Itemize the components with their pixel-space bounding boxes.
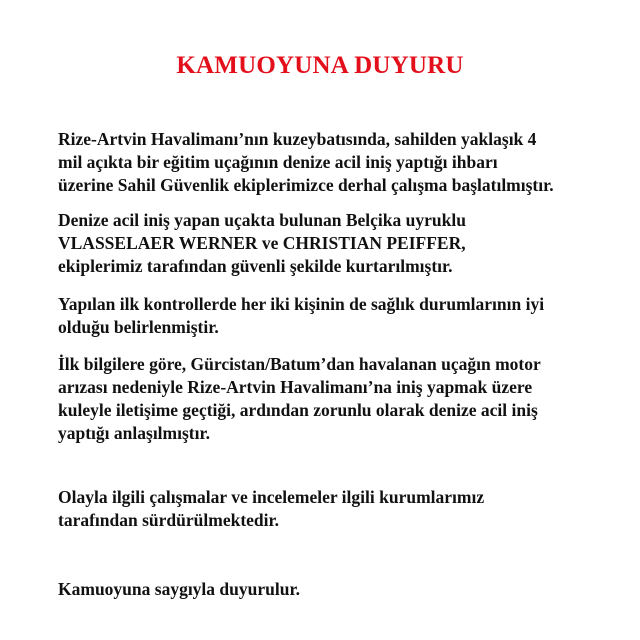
text-line: Yapılan ilk kontrollerde her iki kişinin de sağlık durumlarının iyi [58, 294, 545, 314]
text-line: kuleyle iletişime geçtiği, ardından zorunlu olarak denize acil iniş [58, 400, 538, 420]
text-line: yaptığı anlaşılmıştır. [58, 423, 211, 443]
paragraph-ongoing-investigation [58, 486, 618, 532]
text-line: olduğu belirlenmiştir. [58, 317, 219, 337]
text-line: Denize acil iniş yapan uçakta bulunan Belçika uyruklu [58, 210, 466, 230]
text-line: ekiplerimiz tarafından güvenli şekilde kurtarılmıştır. [58, 256, 453, 276]
text-line: İlk bilgilere göre, Gürcistan/Batum’dan havalanan uçağın motor [58, 354, 541, 374]
paragraph-closing [58, 578, 618, 601]
paragraph-initial-findings [58, 353, 618, 445]
text-line: Rize-Artvin Havalimanı’nın kuzeybatısında, sahilden yaklaşık 4 [58, 129, 537, 149]
text-line: arızası nedeniyle Rize-Artvin Havalimanı’na iniş yapmak üzere [58, 377, 533, 397]
text-line: Olayla ilgili çalışmalar ve incelemeler ilgili kurumlarımız [58, 487, 485, 507]
text-line: Kamuoyuna saygıyla duyurulur. [58, 579, 301, 599]
paragraph-incident-report [58, 128, 618, 197]
text-line: üzerine Sahil Güvenlik ekiplerimizce derhal çalışma başlatılmıştır. [58, 175, 554, 195]
text-line: VLASSELAER WERNER ve CHRISTIAN PEIFFER, [58, 233, 466, 253]
text-line: mil açıkta bir eğitim uçağının denize acil iniş yaptığı ihbarı [58, 152, 498, 172]
text-line: tarafından sürdürülmektedir. [58, 510, 280, 530]
announcement-title: KAMUOYUNA DUYURU [176, 52, 464, 79]
paragraph-rescue [58, 209, 618, 278]
paragraph-health-status [58, 293, 618, 339]
